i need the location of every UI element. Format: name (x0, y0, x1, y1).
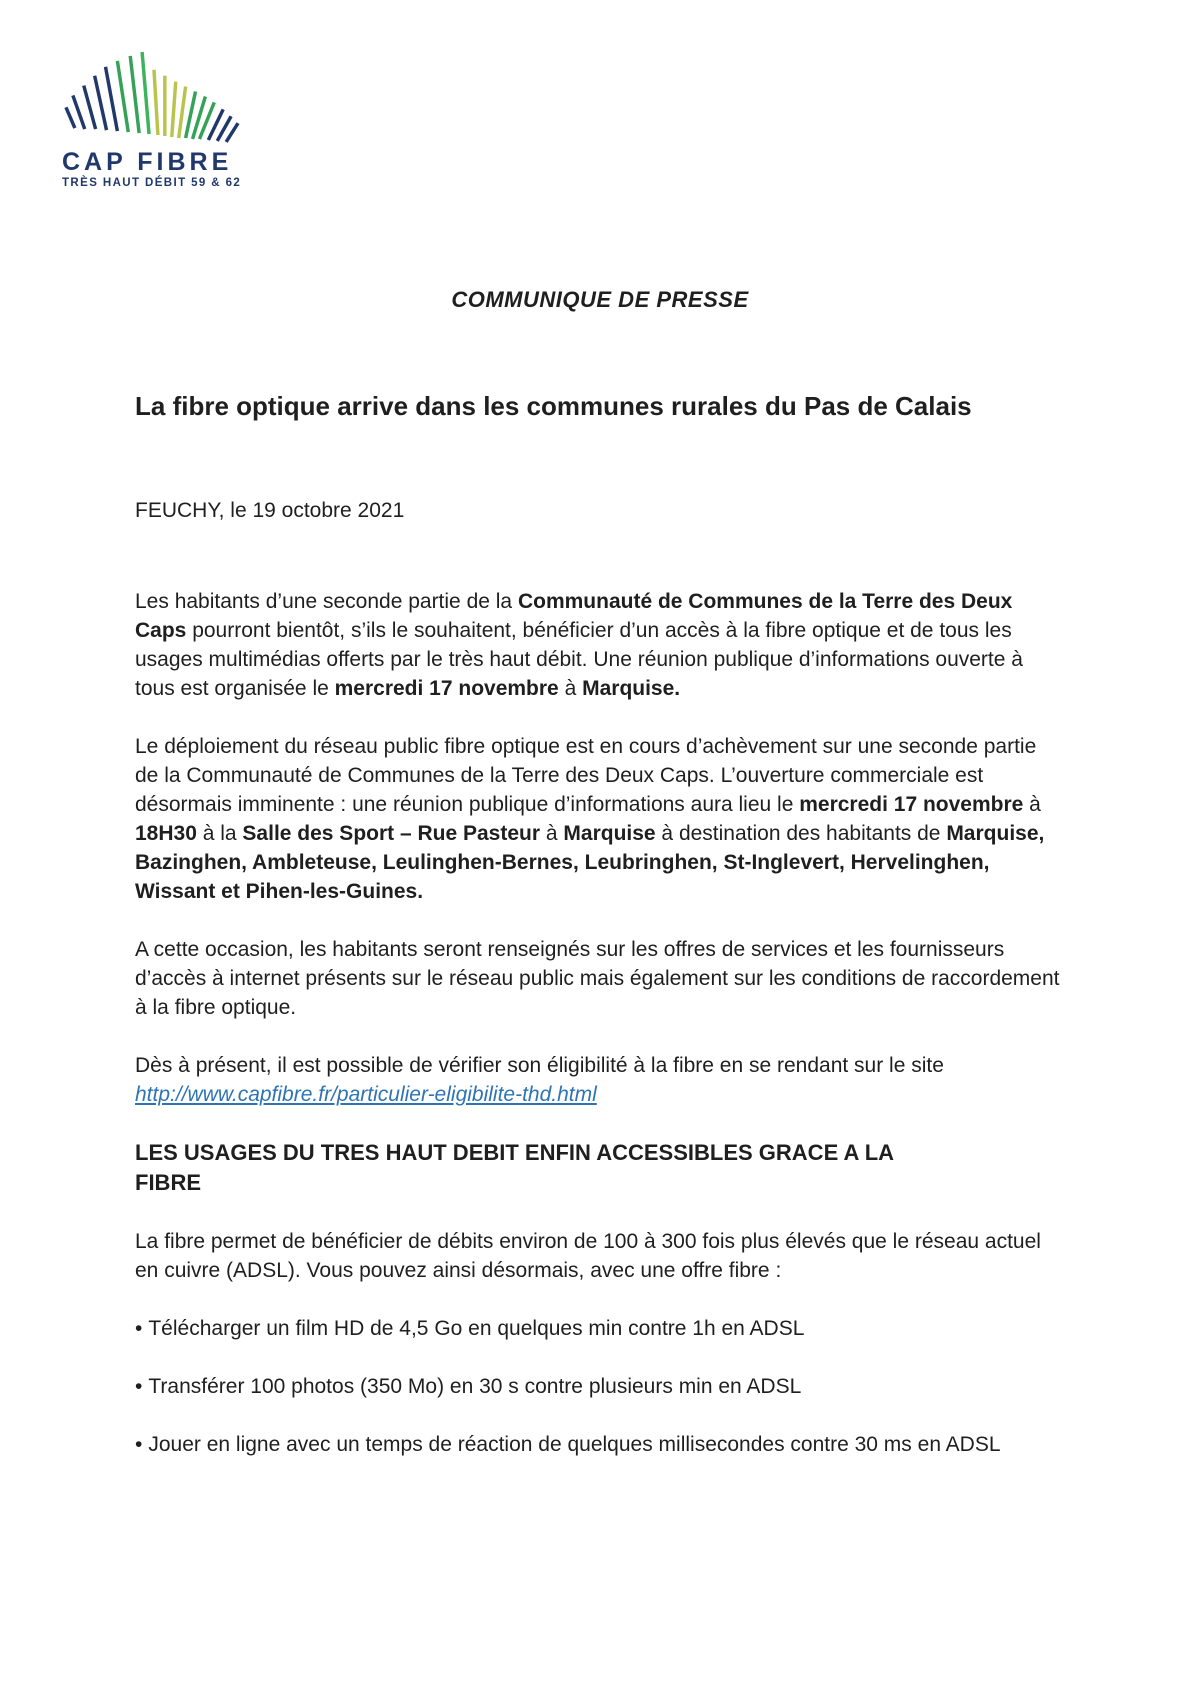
text-run: mercredi 17 novembre (799, 793, 1024, 816)
logo-tagline: TRÈS HAUT DÉBIT 59 & 62 (62, 177, 242, 189)
eligibility-link[interactable]: http://www.capfibre.fr/particulier-eligibilite-thd.html (135, 1083, 597, 1106)
text-run: Marquise, Bazinghen, Ambleteuse, Leulinghen-Bernes, Leubringhen, St-Inglevert, Hervelinghen, Wissant et Pihen-les-Guines. (135, 822, 1045, 903)
page-title: La fibre optique arrive dans les communes rurales du Pas de Calais (135, 391, 972, 421)
text-run: Les habitants d’une seconde partie de la (135, 590, 518, 613)
bullet-icon: • (135, 1433, 143, 1456)
text-run: à (1023, 793, 1041, 816)
text-run: Marquise (563, 822, 656, 845)
text-run: à la (196, 822, 243, 845)
bullet-icon: • (135, 1375, 143, 1398)
text-run: Télécharger un film HD de 4,5 Go en quelques min contre 1h en ADSL (148, 1317, 805, 1340)
paragraph (135, 935, 1065, 1022)
paragraph (135, 1227, 1065, 1285)
text-run: 18H30 (135, 822, 197, 845)
dateline: FEUCHY, le 19 octobre 2021 (135, 499, 405, 522)
text-run: A cette occasion, les habitants seront renseignés sur les offres de services et les fournisseurs d’accès à internet présents sur le réseau public mais également sur les conditions de raccordement à la fibre optique. (135, 938, 1060, 1019)
body-content (135, 587, 1065, 1459)
text-run: Communauté de Communes de la Terre des Deux Caps (135, 590, 1013, 642)
text-run: Le déploiement du réseau public fibre optique est en cours d’achèvement sur une seconde partie de la Communauté de Communes de la Terre des Deux Caps. L’ouverture commerciale est désormais imminente : une réunion publique d’informations aura lieu le (135, 735, 1037, 816)
paragraph (135, 732, 1065, 906)
text-run: à (540, 822, 564, 845)
logo-wordmark: CAP FIBRE (62, 148, 233, 176)
bullet-icon: • (135, 1317, 143, 1340)
text-run: pourront bientôt, s’ils le souhaitent, bénéficier d’un accès à la fibre optique et de tous les usages multimédias offerts par le très haut débit. Une réunion publique d’informations ouverte à tous est organisée le (135, 619, 1023, 700)
text-run: Salle des Sport – Rue Pasteur (242, 822, 541, 845)
text-run: Transférer 100 photos (350 Mo) en 30 s contre plusieurs min en ADSL (148, 1375, 802, 1398)
text-run: LES USAGES DU TRES HAUT DEBIT ENFIN ACCESSIBLES GRACE A LA FIBRE (135, 1140, 894, 1195)
list-item (135, 1372, 1065, 1401)
text-run: Jouer en ligne avec un temps de réaction de quelques millisecondes contre 30 ms en ADSL (148, 1433, 1001, 1456)
paragraph (135, 1051, 1065, 1109)
text-run: à (558, 677, 583, 700)
press-release-label: COMMUNIQUE DE PRESSE (451, 287, 749, 312)
text-run: Marquise. (582, 677, 681, 700)
text-run: Dès à présent, il est possible de vérifier son éligibilité à la fibre en se rendant sur le site (135, 1054, 944, 1077)
text-run: La fibre permet de bénéficier de débits environ de 100 à 300 fois plus élevés que le réseau actuel en cuivre (ADSL). Vous pouvez ainsi désormais, avec une offre fibre : (135, 1230, 1041, 1282)
text-run: à destination des habitants de (655, 822, 947, 845)
section-heading (135, 1138, 960, 1198)
paragraph (135, 587, 1065, 703)
document-content (135, 0, 1065, 1488)
text-run: mercredi 17 novembre (334, 677, 559, 700)
list-item (135, 1430, 1065, 1459)
list-item (135, 1314, 1065, 1343)
